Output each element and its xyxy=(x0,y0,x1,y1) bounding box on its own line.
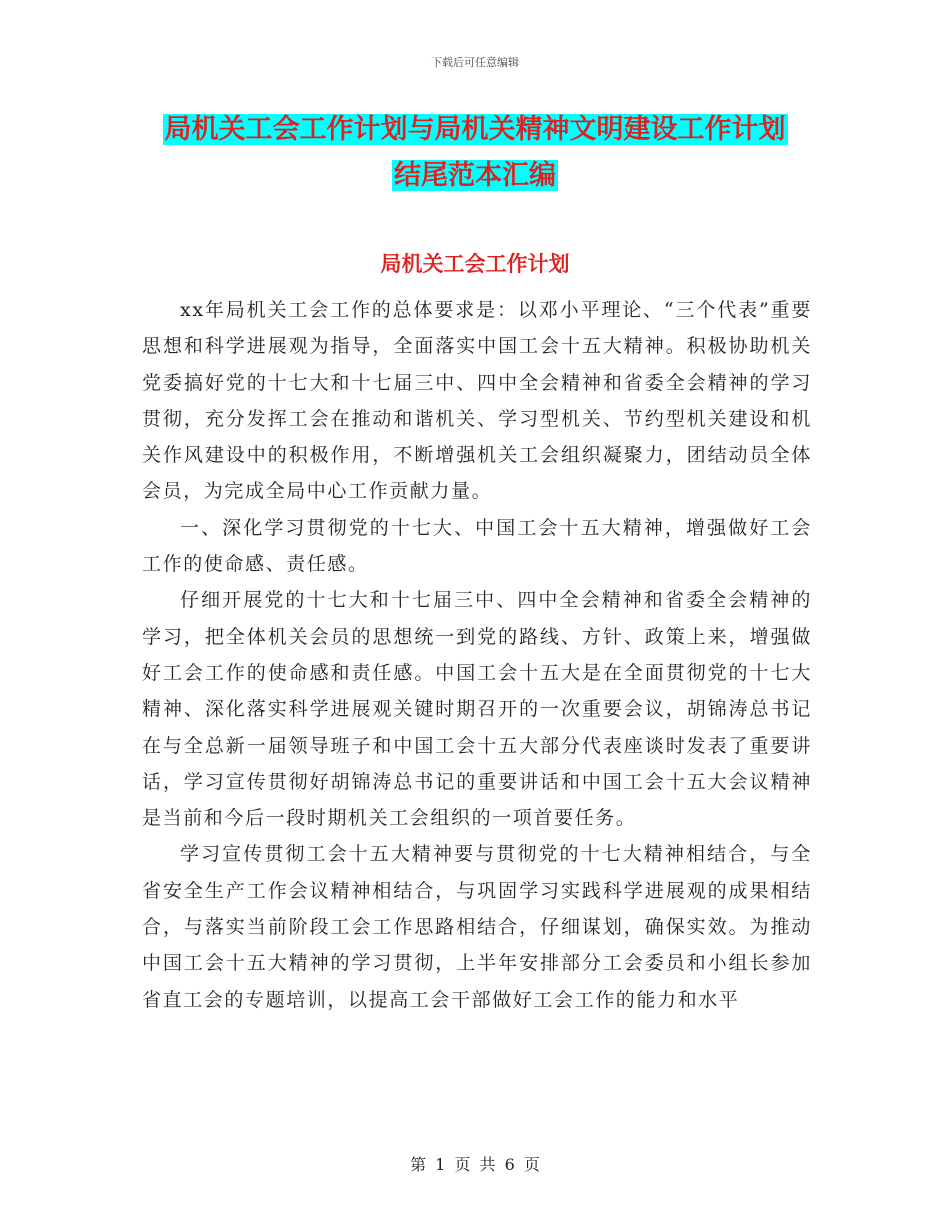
paragraph-4: 学习宣传贯彻工会十五大精神要与贯彻党的十七大精神相结合，与全省安全生产工作会议精神相结合，与巩固学习实践科学进展观的成果相结合，与落实当前阶段工会工作思路相结合，仔细谋划，确保实效。为推动中国工会十五大精神的学习贯彻，上半年安排部分工会委员和小组长参加省直工会的专题培训，以提高工会干部做好工会工作的能力和水平 xyxy=(142,843,812,1011)
document-title-line-2-text: 结尾范本汇编 xyxy=(394,160,556,191)
document-title-line-2 xyxy=(0,158,950,194)
header-note: 下载后可任意编辑 xyxy=(431,56,519,69)
paragraph-3: 仔细开展党的十七大和十七届三中、四中全会精神和省委全会精神的学习，把全体机关会员的思想统一到党的路线、方针、政策上来，增强做好工会工作的使命感和责任感。中国工会十五大是在全面贯彻党的十七大精神、深化落实科学进展观关键时期召开的一次重要会议，胡锦涛总书记在与全总新一届领导班子和中国工会十五大部分代表座谈时发表了重要讲话，学习宣传贯彻好胡锦涛总书记的重要讲话和中国工会十五大会议精神是当前和今后一段时期机关工会组织的一项首要任务。 xyxy=(142,589,812,830)
section-title: 局机关工会工作计划 xyxy=(380,252,570,276)
document-body xyxy=(142,292,812,1018)
page-number-footer: 第 1 页 共 6 页 xyxy=(410,1155,540,1174)
paragraph-2: 一、深化学习贯彻党的十七大、中国工会十五大精神，增强做好工会工作的使命感、责任感。 xyxy=(142,516,812,576)
document-title-line-1 xyxy=(0,112,950,148)
paragraph-1: xx年局机关工会工作的总体要求是：以邓小平理论、“三个代表”重要思想和科学进展观为指导，全面落实中国工会十五大精神。积极协助机关党委搞好党的十七大和十七届三中、四中全会精神和省委全会精神的学习贯彻，充分发挥工会在推动和谐机关、学习型机关、节约型机关建设和机关作风建设中的积极作用，不断增强机关工会组织凝聚力，团结动员全体会员，为完成全局中心工作贡献力量。 xyxy=(142,299,812,503)
document-title-line-1-text: 局机关工会工作计划与局机关精神文明建设工作计划 xyxy=(164,114,786,145)
